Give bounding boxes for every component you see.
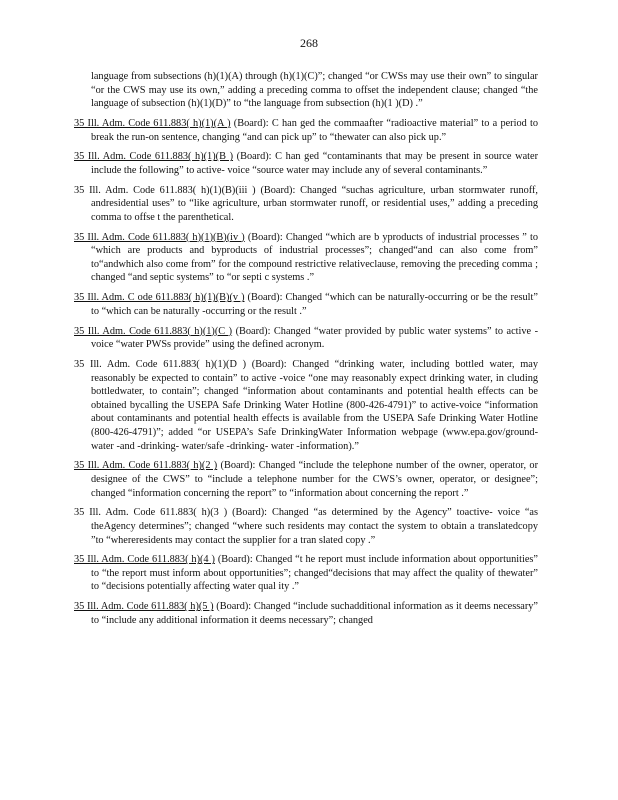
entry-text: (Board): Changed “water provided by public water systems” to active -voice “water PWSs provide” using the defined acronym. [91,325,538,351]
amendment-entry [74,459,538,500]
code-citation: 35 Ill. Adm. Code 611.883( h)(1)(B)(iii ) [74,184,256,196]
code-citation: 35 Ill. Adm. Code 611.883( h)(1)(A ) [74,117,231,129]
entry-text: (Board): Changed “t he report must include information about opportunities” to “the report must inform about opportunities”; changed“decisions that may affect the quality of thewater” to “decisions potentially affecting water qual ity .” [91,554,538,593]
amendment-entry [74,553,538,594]
amendment-entry [74,325,538,352]
code-citation: 35 Ill. Adm. Code 611.883( h)(1)(B ) [74,151,234,163]
amendment-entry [74,150,538,177]
entry-text: (Board): Changed “include suchadditional information as it deems necessary” to “include any additional information it deems necessary”; changed [91,601,538,626]
code-citation: 35 Ill. Adm. Code 611.883( h)(1)(D ) [74,359,247,370]
code-citation: 35 Ill. Adm. Code 611.883( h)(5 ) [74,601,214,613]
entry-text: (Board): C han ged the commaafter “radioactive material” to a period to break the run-on sentence, changing “and can pick up” to “thewater can also pick up.” [91,117,539,143]
entry-text: (Board): Changed “which can be naturally-occurring or be the result” to “which can be naturally -occurring or the result .” [91,292,538,317]
amendment-list [74,70,538,634]
amendment-entry [74,231,538,285]
entry-text: (Board): Changed “which are b yproducts of industrial processes ” to “which are products and byproducts of industrial processes”; changed“and can also come from” to“andwhich also come from” for the compound restrictive relativeclause, removing the preceding comma ; changed “and septic systems” to “or septi c systems .” [91,231,539,284]
code-citation: 35 Ill. Adm. Code 611.883( h)(4 ) [74,554,215,566]
amendment-entry [74,184,538,225]
entry-text: (Board): Changed “drinking water, including bottled water, may reasonably be expected to contain” to active -voice “one may reasonably expect drinking water, in cluding bottledwater, to contain”; changed “information about contaminants and potential health effects can be obtained bycalling the USEPA Safe Drinking Water Hotline (800-426-4791)” to active-voice “information about contaminants and potential health effects is available from the USEPA Safe Drinking Water Hotline (800-426-4791)”; added “or USEPA’s Safe DrinkingWater Information webpage (www.epa.gov/ground- water -and -drinking- water/safe -drinking- water -information).” [91,359,538,452]
entry-text: (Board): C han ged “contaminants that may be present in source water include the following” to active- voice “source water may include any of several contaminants.” [91,151,538,176]
code-citation: 35 Ill. Adm. Code 611.883( h)(1)(B)(iv ) [74,231,245,243]
code-citation: 35 Ill. Adm. C ode 611.883( h)(1)(B)(v ) [74,292,245,304]
code-citation: 35 Ill. Adm. Code 611.883( h)(2 ) [74,460,218,472]
amendment-entry [74,600,538,627]
entry-text: (Board): Changed “as determined by the Agency” toactive- voice “as theAgency determines”; changed “where such residents may contact the system to obtain a translatedcopy ”to “whereresidents may contact the supplier for a tran slated copy .” [91,507,538,546]
code-citation: 35 Ill. Adm. Code 611.883( h)(3 ) [74,507,228,519]
amendment-entry [74,291,538,318]
continuation-paragraph [74,70,538,111]
code-citation: 35 Ill. Adm. Code 611.883( h)(1)(C ) [74,325,233,337]
amendment-entry [74,358,538,453]
entry-text: (Board): Changed “suchas agriculture, urban stormwater runoff, andresidential uses” to “like agriculture, urban stormwater runoff, or residential uses,” adding a preceding comma to offse t the parenthetical. [91,184,538,223]
page-number: 268 [300,36,318,50]
entry-text: (Board): Changed “include the telephone number of the owner, operator, or designee of the CWS” to “include a telephone number for the CWS’s owner, operator, or designee”; changed “information concerning the report” to “information about concerning the report .” [91,460,538,499]
amendment-entry [74,117,538,144]
entry-text: language from subsections (h)(1)(A) through (h)(1)(C)”; changed “or CWSs may use their own” to singular “or the CWS may use its own,” adding a preceding comma to offset the independent clause; changed “the language of subsection (h)(1)(D)” to “the language from subsection (h)(1 )(D) .” [91,71,538,110]
amendment-entry [74,506,538,547]
